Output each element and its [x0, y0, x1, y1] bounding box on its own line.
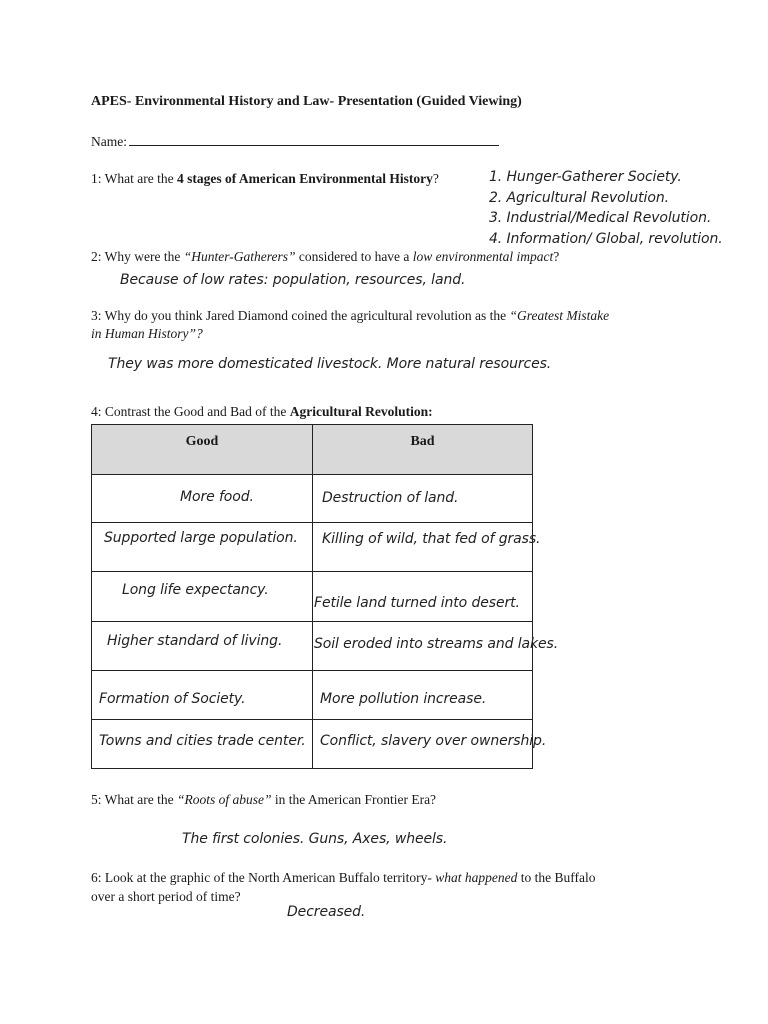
q2-answer: Because of low rates: population, resources, land. [120, 272, 466, 288]
table-header-row [92, 425, 533, 475]
table-row [92, 671, 533, 720]
question-3-line-1 [91, 308, 609, 324]
question-3-line-2 [91, 326, 203, 342]
q5-italic: “Roots of abuse” [176, 792, 272, 807]
bad-text: Conflict, slavery over ownership. [320, 733, 547, 749]
name-row [91, 134, 499, 150]
page-title: APES- Environmental History and Law- Presentation (Guided Viewing) [91, 94, 522, 109]
bad-cell [313, 622, 559, 671]
header-bad: Bad [313, 425, 533, 475]
bad-cell [313, 523, 541, 572]
good-cell [92, 475, 313, 523]
q4-bold-text: Agricultural Revolution: [289, 404, 433, 419]
question-1 [91, 171, 439, 187]
q5-answer: The first colonies. Guns, Axes, wheels. [182, 831, 448, 847]
q2-middle: considered to have a [295, 249, 413, 264]
header-good: Good [92, 425, 313, 475]
bad-cell [313, 572, 533, 622]
table-row [92, 523, 533, 572]
bad-text: Killing of wild, that fed of grass. [322, 531, 541, 547]
q1-text: 1: What are the [91, 171, 177, 186]
table-row [92, 475, 533, 523]
bad-text: More pollution increase. [320, 691, 487, 707]
question-6-line-2: over a short period of time? [91, 889, 241, 904]
q4-text: 4: Contrast the Good and Bad of the [91, 404, 290, 419]
q5-text: 5: What are the [91, 792, 177, 807]
table-row [92, 572, 533, 622]
good-text: Long life expectancy. [122, 582, 269, 598]
good-text: Supported large population. [104, 530, 298, 546]
good-cell [92, 622, 313, 671]
bad-cell [313, 720, 547, 769]
good-bad-table [91, 424, 559, 769]
q6-text: 6: Look at the graphic of the North American Buffalo territory- [91, 870, 436, 885]
q1-bold-text: 4 stages of American Environmental History [176, 171, 433, 186]
good-cell [92, 572, 313, 622]
q3-italic-2: in Human History”? [91, 326, 203, 341]
q1-answer-2: 2. Agricultural Revolution. [489, 190, 669, 206]
good-text: More food. [180, 489, 254, 505]
question-5 [91, 792, 436, 808]
name-label: Name: [91, 134, 127, 149]
bad-cell [313, 475, 533, 523]
question-2 [91, 249, 559, 265]
q6-answer: Decreased. [287, 904, 366, 920]
good-cell [92, 671, 313, 720]
bad-text: Soil eroded into streams and lakes. [314, 636, 559, 652]
good-text: Towns and cities trade center. [99, 733, 306, 749]
q6-italic: what happened [435, 870, 518, 885]
q5-suffix: in the American Frontier Era? [271, 792, 437, 807]
q3-italic-1: “Greatest Mistake [509, 308, 610, 323]
q1-answer-4: 4. Information/ Global, revolution. [489, 231, 723, 247]
name-field[interactable] [129, 134, 499, 146]
q3-text: 3: Why do you think Jared Diamond coined the agricultural revolution as the [91, 308, 510, 323]
q2-text: 2: Why were the [91, 249, 184, 264]
q1-answer-3: 3. Industrial/Medical Revolution. [489, 210, 712, 226]
good-text: Higher standard of living. [107, 633, 283, 649]
bad-text: Fetile land turned into desert. [314, 595, 520, 611]
q1-suffix: ? [432, 171, 439, 186]
good-cell [92, 523, 313, 572]
good-cell [92, 720, 313, 769]
q2-italic-1: “Hunter-Gatherers” [183, 249, 296, 264]
q2-suffix: ? [553, 249, 560, 264]
bad-cell [313, 671, 533, 720]
table-row [92, 720, 533, 769]
bad-text: Destruction of land. [322, 490, 459, 506]
q3-answer: They was more domesticated livestock. More natural resources. [108, 356, 552, 372]
good-text: Formation of Society. [99, 691, 246, 707]
table-row [92, 622, 533, 671]
q6-suffix: to the Buffalo [517, 870, 596, 885]
question-4 [91, 404, 433, 420]
question-6-line-1 [91, 870, 596, 886]
q2-italic-2: low environmental impact [412, 249, 554, 264]
q1-answer-1: 1. Hunger-Gatherer Society. [489, 169, 682, 185]
